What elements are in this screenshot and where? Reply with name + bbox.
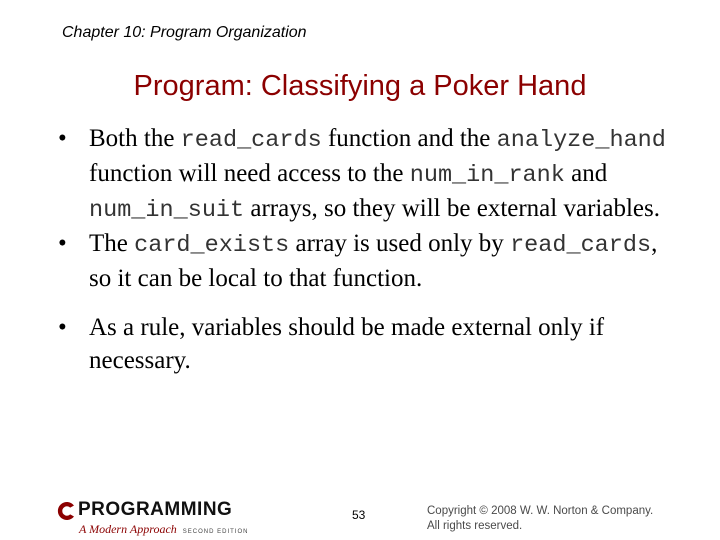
- bullet-dot: •: [58, 230, 67, 257]
- bullet-text: As a rule, variables should be made external only if necessary.: [89, 314, 605, 374]
- code-identifier: read_cards: [510, 232, 652, 259]
- bullet-text: The: [89, 230, 135, 257]
- code-identifier: read_cards: [180, 127, 322, 154]
- book-logo: [55, 500, 265, 538]
- bullet-text: arrays, so they will be external variables.: [244, 195, 660, 222]
- slide-title: Program: Classifying a Poker Hand: [133, 70, 587, 102]
- bullet-text: function and the: [321, 125, 497, 152]
- copyright-notice: [427, 504, 653, 534]
- logo-subtitle: [79, 522, 248, 537]
- c-letter-icon: [55, 500, 77, 522]
- bullet-text: function will need access to the: [89, 160, 410, 187]
- logo-subtitle-text: A Modern Approach: [79, 522, 177, 536]
- bullet-text: and: [564, 160, 608, 187]
- bullet-item: [58, 227, 678, 295]
- code-identifier: card_exists: [134, 232, 290, 259]
- bullet-text: array is used only by: [289, 230, 511, 257]
- code-identifier: num_in_suit: [89, 197, 245, 224]
- logo-wordmark: PROGRAMMING: [78, 499, 233, 520]
- code-identifier: analyze_hand: [496, 127, 666, 154]
- bullet-text: Both the: [89, 125, 181, 152]
- bullet-dot: •: [58, 125, 67, 152]
- bullet-item: [58, 311, 678, 377]
- bullet-text: , so it can be local to that function.: [89, 230, 658, 292]
- bullet-list: [58, 122, 678, 377]
- copyright-line: Copyright © 2008 W. W. Norton & Company.: [427, 505, 654, 517]
- page-number: 53: [352, 508, 366, 522]
- chapter-header: Chapter 10: Program Organization: [62, 24, 307, 41]
- logo-edition: SECOND EDITION: [182, 529, 249, 535]
- code-identifier: num_in_rank: [409, 162, 565, 189]
- bullet-item: [58, 122, 678, 227]
- copyright-line: All rights reserved.: [427, 520, 523, 532]
- bullet-dot: •: [58, 314, 67, 341]
